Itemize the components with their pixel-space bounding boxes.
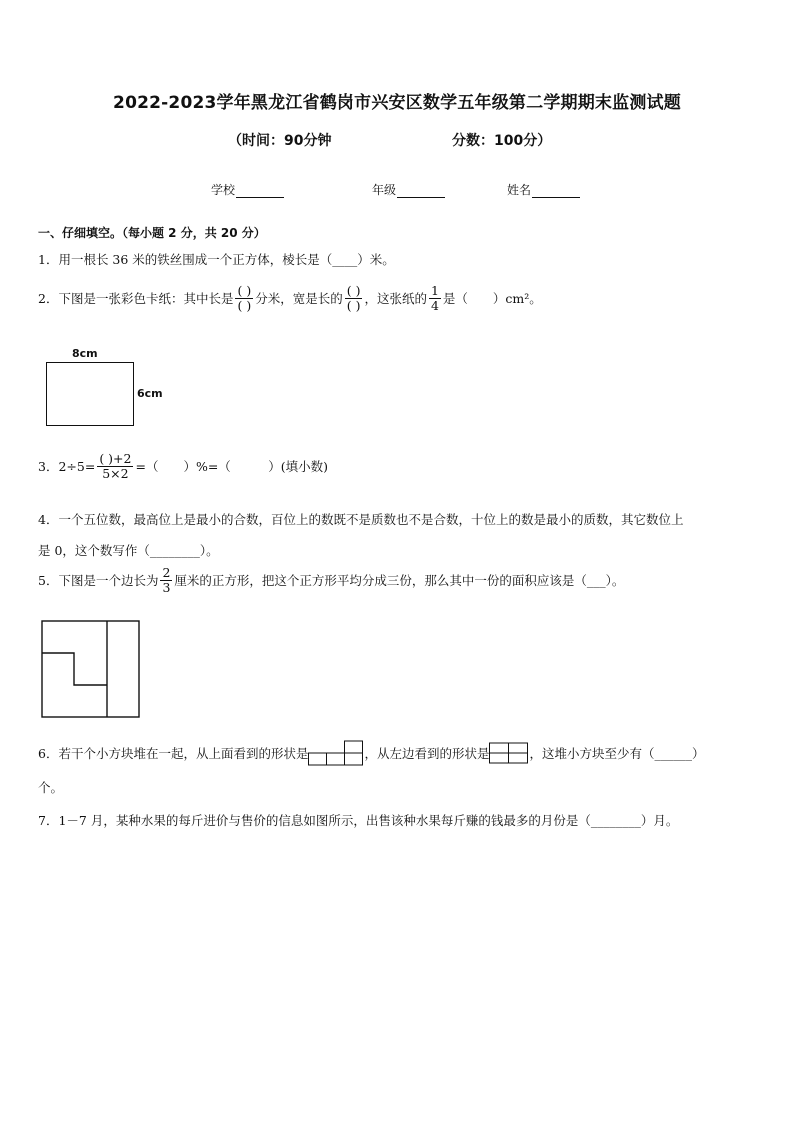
q5-suffix: 厘米的正方形，把这个正方形平均分成三份，那么其中一份的面积应该是（___）。 xyxy=(174,573,625,589)
top-view-cell xyxy=(345,741,363,753)
question-3 xyxy=(38,452,328,481)
q2-mid: ，这张纸的 xyxy=(364,291,427,307)
q3-num: ( )+2 xyxy=(99,451,132,466)
q6-prefix: 6．若干个小方块堆在一起，从上面看到的形状是 xyxy=(38,746,309,761)
divider-step xyxy=(42,653,107,685)
question-7: 7．1－7 月，某种水果的每斤进价与售价的信息如图所示，出售该种水果每斤赚的钱最多的月份是（________）月。 xyxy=(38,813,679,828)
section-heading: 一、仔细填空。（每小题 2 分，共 20 分） xyxy=(38,226,266,240)
exam-title: 2022-2023学年黑龙江省鹤岗市兴安区数学五年级第二学期期末监测试题 xyxy=(113,93,681,113)
q3-fraction xyxy=(97,452,133,481)
name-blank xyxy=(532,185,580,198)
q2-frac2-num: ( ) xyxy=(346,283,361,298)
top-view-shape xyxy=(308,740,364,766)
exam-time: （时间：90分钟 xyxy=(228,133,332,149)
q5-num: 2 xyxy=(162,565,171,580)
q2-frac2-den: ( ) xyxy=(346,297,361,313)
q2-frac1-num: ( ) xyxy=(237,283,252,298)
question-4-line-1: 4．一个五位数，最高位上是最小的合数，百位上的数既不是质数也不是合数，十位上的数是最小的质数，其它数位上 xyxy=(38,512,684,527)
fig1-width-label: 8cm xyxy=(72,347,98,360)
grade-label: 年级 xyxy=(372,183,397,197)
q3-suffix: =（ ）%=（ ）(填小数) xyxy=(135,459,329,475)
q2-frac1-den: ( ) xyxy=(237,297,252,313)
q5-den: 3 xyxy=(162,579,171,595)
left-view-cell xyxy=(509,753,528,763)
q2-suffix: 是（ ）cm²。 xyxy=(442,291,542,307)
q3-den: 5×2 xyxy=(102,465,129,481)
q2-quarter-fraction xyxy=(429,284,441,313)
question-6 xyxy=(38,740,705,766)
q5-prefix: 5．下图是一个边长为 xyxy=(38,573,159,589)
school-label: 学校 xyxy=(211,183,236,197)
question-4-line-2: 是 0，这个数写作（________）。 xyxy=(38,543,219,558)
left-view-shape xyxy=(489,742,529,764)
q2-unit: 分米，宽是长的 xyxy=(255,291,343,307)
grade-blank xyxy=(397,185,445,198)
question-5 xyxy=(38,566,624,595)
divided-square-figure xyxy=(40,619,142,719)
school-field xyxy=(211,181,284,198)
q2-prefix: 2．下图是一张彩色卡纸：其中长是 xyxy=(38,291,234,307)
question-2 xyxy=(38,284,542,313)
name-field xyxy=(507,181,580,198)
left-view-cell xyxy=(509,743,528,753)
q6-mid: ，从左边看到的形状是 xyxy=(364,746,490,761)
card-rectangle xyxy=(46,362,134,426)
q2-frac3-den: 4 xyxy=(430,297,439,313)
school-blank xyxy=(236,185,284,198)
grade-field xyxy=(372,181,445,198)
left-view-cell xyxy=(490,753,509,763)
question-6-line-2: 个。 xyxy=(38,780,64,795)
q5-fraction xyxy=(160,566,172,595)
question-1: 1．用一根长 36 米的铁丝围成一个正方体，棱长是（____）米。 xyxy=(38,252,395,267)
exam-score: 分数：100分） xyxy=(452,133,552,149)
left-view-cell xyxy=(490,743,509,753)
q2-blank-fraction-1 xyxy=(235,284,253,313)
name-label: 姓名 xyxy=(507,183,532,197)
top-view-cell xyxy=(327,753,345,765)
top-view-cell xyxy=(345,753,363,765)
q6-suffix: ，这堆小方块至少有（______） xyxy=(529,746,705,761)
q2-frac3-num: 1 xyxy=(430,283,439,298)
square-outline xyxy=(42,621,139,717)
q3-prefix: 3．2÷5= xyxy=(38,459,96,475)
q2-blank-fraction-2 xyxy=(345,284,363,313)
top-view-cell xyxy=(309,753,327,765)
fig1-height-label: 6cm xyxy=(137,387,163,400)
